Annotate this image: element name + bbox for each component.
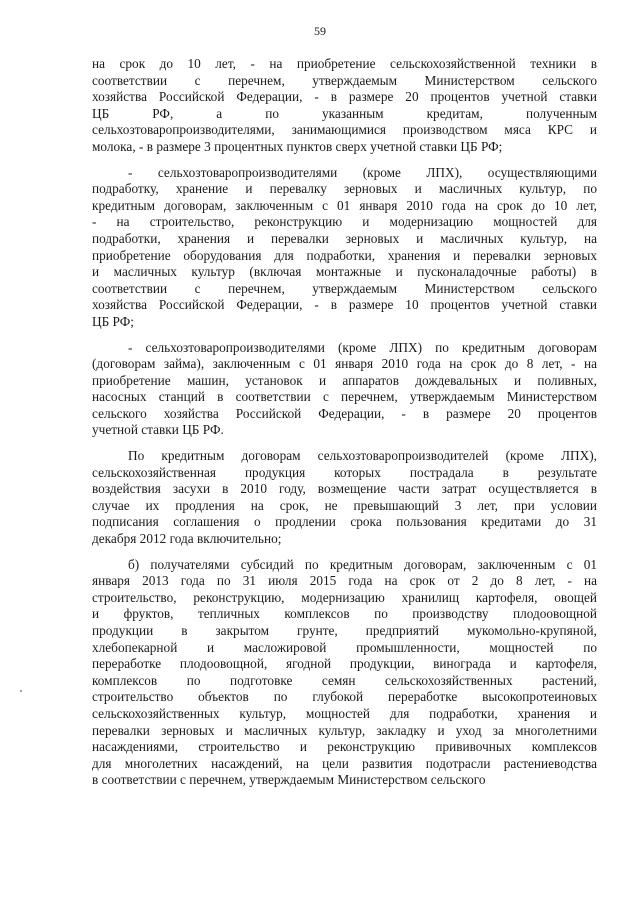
- paragraph: [92, 340, 597, 440]
- text-line: перевалки зерновых и масличных культур, закладку и уход за многолетними: [92, 722, 597, 738]
- text-line: подработку, хранение и перевалку зерновых и масличных культур, по: [92, 181, 597, 197]
- text-line: учетной ставки ЦБ РФ.: [92, 422, 224, 438]
- paragraph-gap: [92, 156, 597, 165]
- paragraph: [92, 448, 597, 548]
- text-line: сельскохозяйственная продукция которых пострадала в результате: [92, 464, 597, 480]
- text-line: в соответствии с перечнем, утверждаемым Министерством сельского: [92, 772, 486, 788]
- text-line: продукции в закрытом грунте, предприятий мукомольно-крупяной,: [92, 623, 597, 638]
- text-line: января 2013 года по 31 июля 2015 года на срок от 2 до 8 лет, - на: [92, 573, 597, 589]
- text-line: ЦБ РФ, а по указанным кредитам, полученным: [92, 105, 597, 121]
- text-line: насаждениями, строительство и реконструкцию прививочных комплексов: [92, 739, 597, 755]
- text-line: воздействия засухи в 2010 году, возмещение части затрат осуществляется в: [92, 481, 597, 497]
- text-line: подписания соглашения о продлении срока пользования кредитами до 31: [92, 514, 597, 530]
- text-line: на срок до 10 лет, - на приобретение сельскохозяйственной техники в: [92, 56, 597, 71]
- text-line: кредитным договорам, заключенным с 01 января 2010 года на срок до 10 лет,: [92, 197, 597, 213]
- paragraph-gap: [92, 548, 597, 557]
- text-line: насосных станций в соответствии с перечнем, утверждаемым Министерством: [92, 389, 597, 405]
- paragraph-gap: [92, 439, 597, 448]
- text-line: б) получателями субсидий по кредитным договорам, заключенным с 01: [128, 556, 597, 572]
- text-line: приобретение машин, установок и аппаратов дождевальных и поливных,: [92, 372, 597, 388]
- text-line: строительство, реконструкцию, модернизацию хранилищ картофеля, овощей: [92, 589, 597, 605]
- text-line: хлебопекарной и масложировой промышленности, мощностей по: [92, 639, 597, 655]
- text-line: декабря 2012 года включительно;: [92, 531, 282, 547]
- text-line: сельского хозяйства Российской Федерации, - в размере 20 процентов: [92, 405, 597, 421]
- text-line: приобретение оборудования для подработки, хранения и перевалки зерновых: [92, 247, 597, 263]
- paragraph: [92, 165, 597, 331]
- paragraph: [92, 56, 597, 156]
- text-line: сельскохозяйственных культур, мощностей для подработки, хранения и: [92, 705, 597, 721]
- text-line: случае их продления на срок, не превышающий 3 лет, при условии: [92, 497, 597, 513]
- text-line: (договорам займа), заключенным с 01 января 2010 года на срок до 8 лет, - на: [92, 356, 597, 372]
- text-line: - сельхозтоваропроизводителями (кроме ЛПХ), осуществляющими: [128, 164, 597, 180]
- text-line: и фруктов, тепличных комплексов по производству плодоовощной: [92, 606, 597, 622]
- text-line: - сельхозтоваропроизводителями (кроме ЛПХ) по кредитным договорам: [128, 339, 597, 355]
- document-body: [92, 56, 597, 789]
- text-line: для многолетних насаждений, на цели развития подотрасли растениеводства: [92, 755, 597, 771]
- text-line: соответствии с перечнем, утверждаемым Министерством сельского: [92, 72, 597, 88]
- text-line: хозяйства Российской Федерации, - в размере 10 процентов учетной ставки: [92, 297, 597, 313]
- text-line: соответствии с перечнем, утверждаемым Министерством сельского: [92, 280, 597, 296]
- text-line: и масличных культур (включая монтажные и пусконаладочные работы) в: [92, 264, 597, 280]
- text-line: По кредитным договорам сельхозтоваропроизводителей (кроме ЛПХ),: [128, 448, 597, 464]
- text-line: молока, - в размере 3 процентных пунктов сверх учетной ставки ЦБ РФ;: [92, 138, 503, 154]
- page-number: 59: [314, 24, 326, 38]
- text-line: подработки, хранения и перевалки зерновых и масличных культур, на: [92, 230, 597, 246]
- text-line: комплексов по подготовке семян сельскохозяйственных растений,: [92, 672, 597, 688]
- paragraph-gap: [92, 331, 597, 340]
- text-line: - на строительство, реконструкцию и модернизацию мощностей для: [92, 214, 597, 230]
- text-line: строительство объектов по глубокой переработке высокопротеиновых: [92, 689, 597, 705]
- scan-artifact-dot: [20, 690, 22, 692]
- paragraph: [92, 557, 597, 789]
- text-line: переработке плодоовощной, ягодной продукции, винограда и картофеля,: [92, 656, 597, 672]
- text-line: сельхозтоваропроизводителями, занимающимися производством мяса КРС и: [92, 122, 597, 138]
- text-line: ЦБ РФ;: [92, 313, 134, 329]
- text-line: хозяйства Российской Федерации, - в размере 20 процентов учетной ставки: [92, 89, 597, 105]
